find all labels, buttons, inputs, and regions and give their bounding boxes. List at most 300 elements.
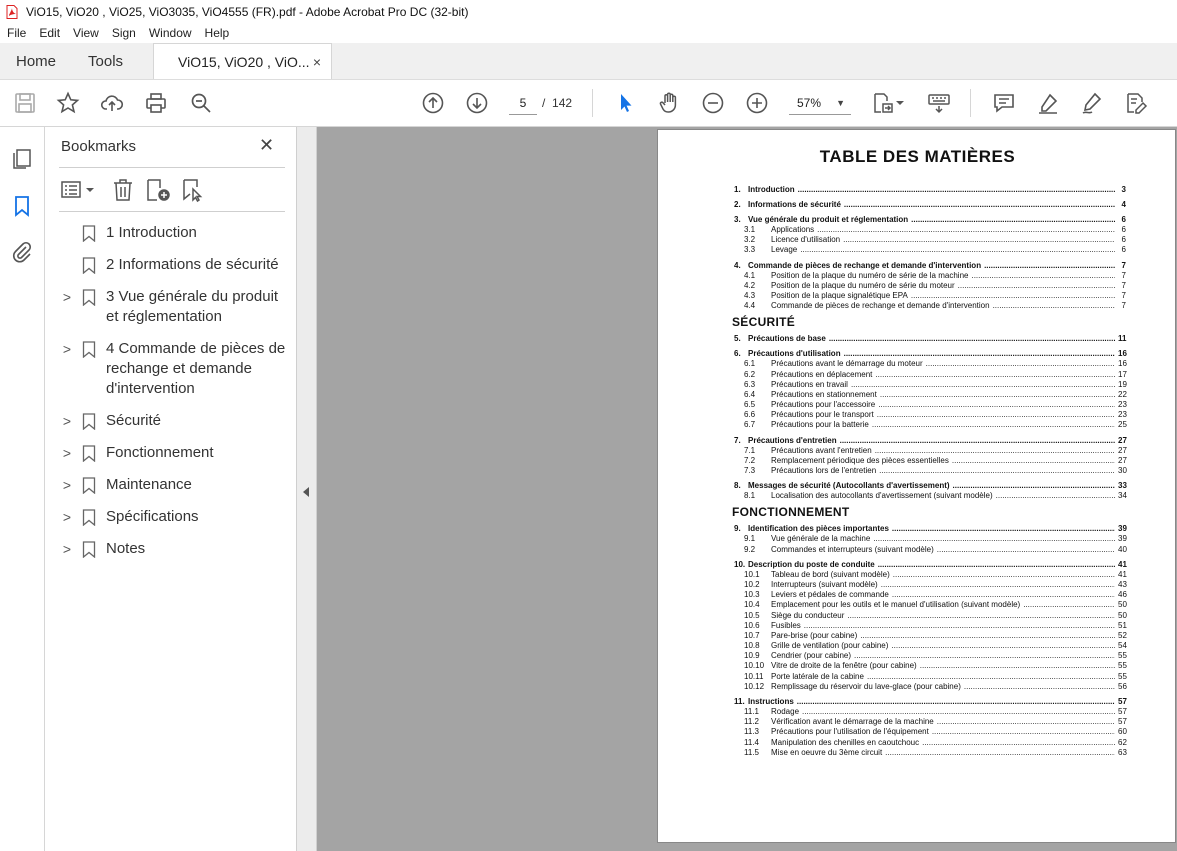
bookmark-item-notes[interactable]: [45, 539, 297, 559]
toc-page-number: 11: [1118, 334, 1127, 344]
toc-subsection-row[interactable]: [734, 651, 1126, 661]
toc-number: 4.4: [744, 301, 756, 311]
keyboard-icon[interactable]: [926, 90, 952, 116]
toc-entry-text: Précautions en travail: [771, 379, 848, 389]
toc-subsection-row[interactable]: [734, 400, 1126, 410]
toc-page-number: 50: [1118, 600, 1127, 610]
toc-leader-dots: [877, 410, 1115, 420]
toc-entry-text: Précautions lors de l'entretien: [771, 466, 877, 475]
toc-leader-dots: [952, 456, 1115, 466]
toc-page-number: 57: [1118, 707, 1127, 716]
toc-leader-dots: [867, 672, 1115, 682]
bookmark-icon: [82, 257, 96, 274]
page-separator: /: [542, 96, 546, 110]
toc-number: 4.: [734, 260, 741, 270]
bookmark-label: 4 Commande de pièces de rechange et demande d'intervention: [106, 340, 286, 397]
toc-page-number: 60: [1118, 727, 1127, 737]
tab-document-label: ViO15, ViO20 , ViO...: [178, 53, 310, 70]
toc-entry-text: Mise en oeuvre du 3ème circuit: [771, 747, 883, 757]
sign-icon[interactable]: [1079, 90, 1105, 116]
toc-subsection-row[interactable]: [734, 390, 1126, 400]
save-icon[interactable]: [12, 90, 38, 116]
toc-leader-dots: [879, 466, 1115, 476]
toc-chapter-row[interactable]: [734, 348, 1126, 359]
toc-entry-text: Licence d'utilisation: [771, 235, 841, 245]
chevron-right-icon[interactable]: >: [62, 341, 72, 357]
toc-leader-dots: [937, 545, 1115, 555]
toc-entry-text: Précautions en déplacement: [771, 369, 873, 379]
toc-page-number: 41: [1118, 559, 1127, 569]
toc-number: 6.4: [744, 389, 756, 399]
toc-number: 7.1: [744, 445, 756, 455]
toc-page-number: 6: [1121, 215, 1126, 224]
toc-page-number: 27: [1118, 455, 1127, 465]
zoom-select[interactable]: [789, 91, 851, 115]
toc-page-number: 6: [1121, 225, 1126, 234]
toc-subsection-row[interactable]: [734, 245, 1126, 255]
toc-page-number: 51: [1118, 620, 1127, 630]
toc-page-number: 43: [1118, 579, 1127, 589]
toc-page-number: 6: [1121, 245, 1126, 255]
table-of-contents: [734, 184, 1126, 758]
toc-number: 4.1: [744, 270, 756, 280]
toc-page-number: 7: [1121, 280, 1126, 290]
chevron-right-icon[interactable]: >: [62, 289, 72, 305]
toc-entry-text: Précautions pour la batterie: [771, 420, 869, 430]
print-icon[interactable]: [143, 90, 169, 116]
panel-divider: [59, 167, 285, 168]
toc-number: 7.2: [744, 455, 756, 465]
toc-leader-dots: [854, 651, 1115, 661]
toc-subsection-row[interactable]: [734, 570, 1126, 580]
toc-leader-dots: [872, 420, 1115, 430]
menu-bar: [0, 23, 1177, 43]
toc-leader-dots: [911, 291, 1115, 301]
toc-leader-dots: [851, 380, 1115, 390]
toc-leader-dots: [993, 301, 1115, 311]
toc-page-number: 34: [1118, 491, 1127, 501]
toc-leader-dots: [892, 523, 1115, 534]
toc-subsection-row[interactable]: [734, 631, 1126, 641]
toc-number: 4.3: [744, 290, 756, 300]
bookmark-icon: [82, 445, 96, 462]
toolbar: [0, 80, 1177, 127]
bookmark-item-fonctionnement[interactable]: [45, 443, 297, 463]
bookmark-item-informations-securite[interactable]: [45, 255, 297, 275]
toc-page-number: 63: [1118, 747, 1127, 757]
toc-leader-dots: [844, 199, 1115, 210]
toc-leader-dots: [880, 390, 1115, 400]
toc-number: 11.2: [744, 717, 759, 727]
menu-sign[interactable]: Sign: [111, 26, 136, 40]
toc-number: 6.5: [744, 400, 756, 410]
toc-leader-dots: [891, 641, 1115, 651]
menu-view[interactable]: View: [73, 26, 99, 40]
toc-number: 10.7: [744, 630, 760, 640]
toc-subsection-row[interactable]: [734, 600, 1126, 610]
toc-leader-dots: [798, 184, 1115, 195]
toc-page-number: 16: [1118, 359, 1127, 369]
toc-subsection-row[interactable]: [734, 580, 1126, 590]
toc-subsection-row[interactable]: [734, 611, 1126, 621]
toc-number: 2.: [734, 200, 741, 209]
toc-page-number: 23: [1118, 410, 1127, 420]
toc-page-number: 7: [1121, 290, 1126, 300]
toc-leader-dots: [878, 400, 1115, 410]
toc-number: 6.1: [744, 359, 756, 369]
toc-leader-dots: [964, 682, 1115, 692]
tab-tools[interactable]: Tools: [88, 52, 124, 70]
toc-subsection-row[interactable]: [734, 235, 1126, 245]
select-arrow-icon[interactable]: [612, 90, 638, 116]
toc-page-number: 46: [1118, 590, 1127, 600]
toc-page-number: 62: [1118, 737, 1127, 747]
toc-number: 10.6: [744, 620, 760, 630]
toc-leader-dots: [802, 707, 1115, 717]
toc-leader-dots: [800, 245, 1115, 255]
toc-leader-dots: [984, 260, 1115, 271]
toc-subsection-row[interactable]: [734, 727, 1126, 737]
toc-page-number: 27: [1118, 435, 1127, 445]
toc-leader-dots: [860, 631, 1115, 641]
toc-leader-dots: [878, 559, 1115, 570]
toc-number: 7.3: [744, 466, 756, 475]
toc-number: 11.3: [744, 727, 759, 737]
bookmark-search-icon[interactable]: [181, 177, 205, 203]
toc-leader-dots: [958, 281, 1115, 291]
toc-entry-text: Localisation des autocollants d'avertissement (suivant modèle): [771, 491, 993, 501]
toc-subsection-row[interactable]: [734, 748, 1126, 758]
toc-entry-text: Description du poste de conduite: [748, 559, 875, 569]
toc-subsection-row[interactable]: [734, 301, 1126, 311]
toc-page-number: 39: [1118, 524, 1127, 534]
toc-page-number: 23: [1118, 400, 1127, 410]
toc-subsection-row[interactable]: [734, 225, 1126, 235]
toc-subsection-row[interactable]: [734, 707, 1126, 717]
toc-entry-text: Vitre de droite de la fenêtre (pour cabine): [771, 661, 917, 671]
toc-leader-dots: [937, 717, 1115, 727]
toc-leader-dots: [922, 738, 1115, 748]
page-up-icon[interactable]: [420, 90, 446, 116]
toc-entry-text: Siège du conducteur: [771, 610, 845, 620]
chevron-right-icon[interactable]: >: [62, 413, 72, 429]
bookmark-icon: [82, 413, 96, 430]
toc-number: 6.7: [744, 420, 756, 430]
toc-chapter-row[interactable]: [734, 435, 1126, 446]
toc-subsection-row[interactable]: [734, 590, 1126, 600]
toc-subsection-row[interactable]: [734, 456, 1126, 466]
toc-number: 3.3: [744, 245, 756, 255]
collapse-panel-icon[interactable]: [303, 487, 309, 497]
toc-number: 11.5: [744, 747, 759, 757]
toc-leader-dots: [971, 271, 1115, 281]
toc-leader-dots: [911, 214, 1115, 225]
toc-leader-dots: [920, 661, 1115, 671]
panel-divider: [59, 211, 285, 212]
toc-section-heading: FONCTIONNEMENT: [732, 505, 850, 520]
toc-entry-text: Applications: [771, 225, 815, 234]
toc-number: 6.2: [744, 369, 756, 379]
chevron-right-icon[interactable]: >: [62, 509, 72, 525]
toc-chapter-row[interactable]: [734, 184, 1126, 195]
bookmark-item-vue-generale[interactable]: [45, 287, 297, 327]
toc-number: 10.11: [744, 671, 764, 681]
toc-number: 8.1: [744, 491, 756, 501]
comment-icon[interactable]: [991, 90, 1017, 116]
bookmark-item-commande-pieces[interactable]: [45, 339, 297, 399]
toc-entry-text: Leviers et pédales de commande: [771, 590, 889, 600]
toc-entry-text: Vue générale du produit et réglementation: [748, 215, 909, 224]
toc-page-number: 57: [1118, 697, 1127, 706]
bookmark-item-specifications[interactable]: [45, 507, 297, 527]
toc-number: 3.1: [744, 225, 756, 234]
toc-number: 4.2: [744, 280, 756, 290]
toc-entry-text: Précautions pour l'accessoire: [771, 400, 876, 410]
toc-entry-text: Précautions pour le transport: [771, 410, 874, 420]
zoom-value: 57%: [797, 96, 822, 110]
bookmark-icon: [82, 225, 96, 242]
tab-document[interactable]: [153, 43, 332, 79]
bookmark-item-securite[interactable]: [45, 411, 297, 431]
page-down-icon[interactable]: [464, 90, 490, 116]
edit-pdf-icon[interactable]: [1123, 90, 1149, 116]
toc-number: 10.: [734, 559, 746, 569]
toc-subsection-row[interactable]: [734, 466, 1126, 476]
bookmark-label: Spécifications: [106, 508, 199, 525]
spacer: [57, 223, 77, 243]
toc-page-number: 27: [1118, 445, 1127, 455]
menu-help[interactable]: Help: [204, 26, 230, 40]
toc-page-number: 30: [1118, 466, 1127, 475]
menu-file[interactable]: File: [7, 26, 27, 40]
upload-icon[interactable]: [99, 90, 125, 116]
toc-entry-text: Position de la plaque du numéro de série du moteur: [771, 280, 955, 290]
bookmark-label: 3 Vue générale du produit et réglementation: [106, 288, 279, 325]
toc-leader-dots: [829, 333, 1115, 344]
toc-entry-text: Position de la plaque signalétique EPA: [771, 290, 908, 300]
page-thumbnails-icon[interactable]: [10, 147, 34, 171]
toc-subsection-row[interactable]: [734, 359, 1126, 369]
toc-page-number: 41: [1118, 569, 1127, 579]
bookmarks-panel-title: Bookmarks: [61, 138, 137, 155]
toc-entry-text: Emplacement pour les outils et le manuel d'utilisation (suivant modèle): [771, 600, 1021, 610]
highlight-icon[interactable]: [1035, 90, 1061, 116]
toc-page-number: 25: [1118, 420, 1127, 430]
bookmark-list: [45, 223, 297, 571]
toc-entry-text: Tableau de bord (suivant modèle): [771, 569, 890, 579]
toc-subsection-row[interactable]: [734, 621, 1126, 631]
toc-leader-dots: [996, 491, 1115, 501]
toc-entry-text: Grille de ventilation (pour cabine): [771, 641, 889, 651]
toc-page-number: 55: [1118, 651, 1127, 661]
toc-leader-dots: [804, 621, 1115, 631]
page-fit-chevron-icon[interactable]: [894, 90, 906, 116]
page-fit-icon[interactable]: [870, 90, 896, 116]
title-bar: [0, 0, 1177, 23]
toc-page-number: 39: [1118, 534, 1127, 544]
toc-entry-text: Introduction: [748, 185, 795, 194]
toc-page-number: 4: [1121, 200, 1126, 209]
pdf-page: [657, 129, 1176, 843]
toc-leader-dots: [875, 370, 1115, 380]
toc-entry-text: Précautions d'entretien: [748, 435, 837, 445]
toc-leader-dots: [953, 480, 1115, 491]
toc-subsection-row[interactable]: [734, 370, 1126, 380]
toc-entry-text: Interrupteurs (suivant modèle): [771, 579, 878, 589]
toc-entry-text: Porte latérale de la cabine: [771, 671, 864, 681]
toc-leader-dots: [844, 348, 1115, 359]
toc-subsection-row[interactable]: [734, 291, 1126, 301]
zoom-search-icon[interactable]: [188, 90, 214, 116]
toc-entry-text: Précautions en stationnement: [771, 389, 877, 399]
toc-entry-text: Précautions pour l'utilisation de l'équipement: [771, 727, 929, 737]
toc-subsection-row[interactable]: [734, 661, 1126, 671]
bookmark-icon: [82, 289, 96, 306]
toc-number: 10.8: [744, 641, 760, 651]
toc-page-number: 54: [1118, 641, 1127, 651]
page-number-input[interactable]: 5: [509, 91, 537, 115]
toc-page-number: 19: [1118, 379, 1127, 389]
panel-splitter[interactable]: [297, 127, 317, 851]
total-pages: 142: [552, 96, 573, 110]
toc-entry-text: Commande de pièces de rechange et demande d'intervention: [771, 301, 990, 311]
toc-subsection-row[interactable]: [734, 717, 1126, 727]
toc-subsection-row[interactable]: [734, 446, 1126, 456]
chevron-right-icon[interactable]: >: [62, 477, 72, 493]
toc-leader-dots: [885, 748, 1115, 758]
toc-page-number: 55: [1118, 671, 1127, 681]
toc-page-number: 6: [1121, 235, 1126, 245]
toc-number: 9.2: [744, 544, 756, 554]
menu-window[interactable]: Window: [148, 26, 192, 40]
zoom-in-icon[interactable]: [744, 90, 770, 116]
toc-entry-text: Fusibles: [771, 620, 801, 630]
bookmark-icon: [82, 541, 96, 558]
toc-number: 10.4: [744, 600, 760, 610]
bookmark-label: Notes: [106, 540, 146, 557]
bookmark-options-icon[interactable]: [61, 177, 97, 203]
chevron-right-icon[interactable]: >: [62, 445, 72, 461]
toc-subsection-row[interactable]: [734, 410, 1126, 420]
bookmark-label: Maintenance: [106, 476, 192, 493]
toc-chapter-row[interactable]: [734, 214, 1126, 225]
menu-edit[interactable]: Edit: [39, 26, 61, 40]
add-bookmark-icon[interactable]: [145, 177, 171, 203]
toc-number: 10.1: [744, 569, 760, 579]
star-icon[interactable]: [55, 90, 81, 116]
bookmark-label: 2 Informations de sécurité: [106, 256, 279, 273]
toc-chapter-row[interactable]: [734, 199, 1126, 210]
document-viewer[interactable]: [317, 127, 1177, 851]
delete-bookmark-icon[interactable]: [111, 177, 135, 203]
toc-chapter-row[interactable]: [734, 480, 1126, 491]
toc-subsection-row[interactable]: [734, 738, 1126, 748]
toc-number: 6.: [734, 349, 741, 359]
toc-subsection-row[interactable]: [734, 281, 1126, 291]
toc-subsection-row[interactable]: [734, 682, 1126, 692]
toc-section-heading: SÉCURITÉ: [732, 315, 796, 330]
toc-number: 11.1: [744, 707, 759, 716]
tab-close-icon[interactable]: ×: [312, 53, 322, 70]
toc-subsection-row[interactable]: [734, 672, 1126, 682]
toc-leader-dots: [873, 534, 1115, 544]
toc-chapter-row[interactable]: [734, 696, 1126, 707]
toc-page-number: 50: [1118, 610, 1127, 620]
toc-entry-text: Remplacement périodique des pièces essentielles: [771, 455, 949, 465]
toc-chapter-row[interactable]: [734, 333, 1126, 344]
toc-number: 9.1: [744, 534, 756, 544]
toc-number: 9.: [734, 524, 741, 534]
toc-number: 1.: [734, 185, 741, 194]
toc-leader-dots: [817, 225, 1115, 235]
toc-page-number: 7: [1121, 270, 1126, 280]
bookmark-icon: [82, 477, 96, 494]
toc-entry-text: Vérification avant le démarrage de la machine: [771, 717, 934, 727]
toc-leader-dots: [892, 590, 1115, 600]
toc-number: 10.3: [744, 590, 760, 600]
toc-subsection-row[interactable]: [734, 641, 1126, 651]
toc-leader-dots: [881, 580, 1115, 590]
bookmark-item-maintenance[interactable]: [45, 475, 297, 495]
toc-entry-text: Identification des pièces importantes: [748, 524, 889, 534]
attachments-icon[interactable]: [10, 240, 34, 264]
toc-leader-dots: [840, 435, 1115, 446]
hand-icon[interactable]: [656, 90, 682, 116]
toc-page-number: 22: [1118, 389, 1127, 399]
toc-chapter-row[interactable]: [734, 523, 1126, 534]
toc-entry-text: Pare-brise (pour cabine): [771, 630, 858, 640]
toc-entry-text: Position de la plaque du numéro de série de la machine: [771, 270, 969, 280]
bookmark-label: 1 Introduction: [106, 224, 197, 241]
toc-entry-text: Précautions avant l'entretien: [771, 445, 872, 455]
close-icon[interactable]: ✕: [259, 135, 275, 155]
toc-number: 10.5: [744, 610, 760, 620]
toc-number: 8.: [734, 481, 741, 491]
toc-number: 11.: [734, 697, 745, 706]
tab-bar: [0, 43, 1177, 80]
toc-leader-dots: [1023, 600, 1115, 610]
bookmark-label: Sécurité: [106, 412, 162, 429]
toc-subsection-row[interactable]: [734, 420, 1126, 430]
toc-chapter-row[interactable]: [734, 559, 1126, 570]
toc-subsection-row[interactable]: [734, 545, 1126, 555]
toc-number: 6.6: [744, 410, 756, 420]
bookmark-panel-icon[interactable]: [10, 194, 34, 218]
toc-page-number: 7: [1121, 301, 1126, 311]
toc-entry-text: Levage: [771, 245, 798, 255]
toc-chapter-row[interactable]: [734, 260, 1126, 271]
tab-home[interactable]: Home: [16, 52, 57, 70]
toc-number: 3.: [734, 215, 741, 224]
bookmark-icon: [82, 341, 96, 358]
bookmarks-panel: [45, 127, 297, 851]
toc-page-number: 33: [1118, 481, 1127, 491]
toc-subsection-row[interactable]: [734, 380, 1126, 390]
toc-page-number: 17: [1118, 369, 1127, 379]
chevron-right-icon[interactable]: >: [62, 541, 72, 557]
bookmark-item-introduction[interactable]: [45, 223, 297, 243]
toc-entry-text: Précautions avant le démarrage du moteur: [771, 359, 923, 369]
toc-subsection-row[interactable]: [734, 271, 1126, 281]
toc-subsection-row[interactable]: [734, 534, 1126, 544]
toc-number: 11.4: [744, 737, 759, 747]
toc-subsection-row[interactable]: [734, 491, 1126, 501]
toc-number: 6.3: [744, 379, 756, 389]
zoom-out-icon[interactable]: [700, 90, 726, 116]
toolbar-divider: [592, 89, 593, 117]
toc-leader-dots: [843, 235, 1115, 245]
navigation-rail: [0, 127, 45, 851]
